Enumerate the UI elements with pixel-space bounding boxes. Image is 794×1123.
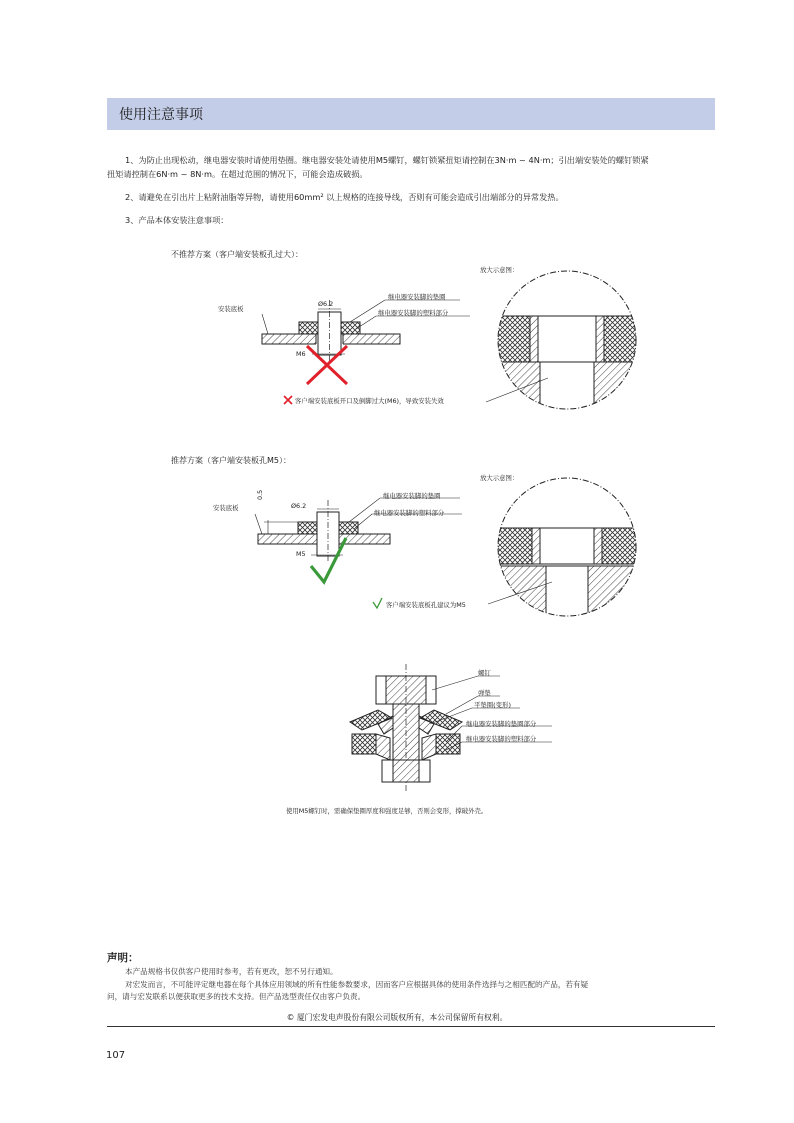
- copyright-notice: © 厦门宏发电声股份有限公司版权所有，本公司保留所有权利。: [286, 1013, 508, 1022]
- figure-1-zoom-label: 放大示意图：: [480, 266, 519, 274]
- paragraph-3: 3、产品本体安装注意事项：: [125, 215, 229, 225]
- figure-1-m6-label: M6: [296, 350, 306, 358]
- figure-2-m5-label: M5: [296, 550, 306, 558]
- figure-1-caption: 不推荐方案（客户端安装板孔过大）：: [171, 250, 303, 259]
- figure-1-note: 客户端安装底板开口及倒脚过大(M6)，导致安装失效: [295, 397, 444, 405]
- figure-1-washer-label: 继电器安装脚的垫圈: [388, 293, 446, 301]
- paragraph-1-line-2: 扭矩请控制在6N·m ~ 8N·m。在超过范围的情况下，可能会造成破损。: [107, 169, 368, 179]
- figure-2-caption: 推荐方案（客户端安装板孔M5）：: [171, 456, 291, 465]
- declaration-line-3: 问，请与宏发联系以便获取更多的技术支持。但产品选型责任仅由客户负责。: [107, 992, 366, 1001]
- figure-1-plate-label: 安装底板: [218, 305, 244, 313]
- paragraph-1-line-1: 1、为防止出现松动，继电器安装时请使用垫圈。继电器安装处请使用M5螺钉，螺钉锁紧扭矩请控制在3N·m ~ 4N·m；引出端安装处的螺钉锁紧: [125, 155, 649, 165]
- figure-3-plastic-label: 继电器安装脚的塑料部分: [466, 735, 537, 743]
- figure-2-zoom-label: 放大示意图：: [480, 474, 519, 482]
- figure-2-plate-label: 安装底板: [213, 504, 239, 512]
- figure-3-caption: 使用M5螺钉时，需确保垫圈厚度和强度足够，否则会变形，撑破外壳。: [286, 807, 488, 815]
- figure-1-section: [262, 271, 636, 412]
- figure-2-note: 客户端安装底板孔建议为M5: [386, 601, 466, 609]
- section-title: 使用注意事项: [119, 107, 203, 123]
- footer-divider: [107, 1026, 715, 1027]
- figure-3-section: [350, 664, 552, 792]
- declaration-title: 声明：: [107, 952, 139, 964]
- declaration-body: [107, 966, 717, 1004]
- figure-3-spring-label: 弹垫: [478, 689, 491, 697]
- figure-2-dia-label: Ø6.2: [291, 502, 307, 510]
- figure-3-screw-label: 螺钉: [478, 669, 491, 677]
- figure-2-plastic-label: 继电器安装脚的塑料部分: [374, 509, 445, 517]
- declaration-line-1: 本产品规格书仅供客户使用时参考，若有更改，恕不另行通知。: [125, 967, 338, 976]
- declaration-line-2: 对宏发而言，不可能评定继电器在每个具体应用领域的所有性能参数要求，因而客户应根据具体的使用条件选择与之相匹配的产品，若有疑: [125, 979, 589, 989]
- figure-2-section: [255, 478, 636, 616]
- figure-1-plastic-label: 继电器安装脚的塑料部分: [378, 309, 449, 317]
- page-number: 107: [106, 1050, 126, 1061]
- figure-2-gap-label: 0.5: [256, 489, 264, 500]
- figure-3-flat-washer-label: 平垫圈(变形): [474, 701, 511, 709]
- figure-1-dia-label: Ø6.2: [318, 300, 334, 308]
- figure-2-washer-label: 继电器安装脚的垫圈: [383, 492, 441, 500]
- paragraph-2: 2、请避免在引出片上粘附油脂等异物，请使用60mm² 以上规格的连接导线，否则有可能会造成引出端部分的异常发热。: [125, 192, 564, 202]
- figure-3-washer-label: 继电器安装脚的垫圈部分: [466, 720, 537, 728]
